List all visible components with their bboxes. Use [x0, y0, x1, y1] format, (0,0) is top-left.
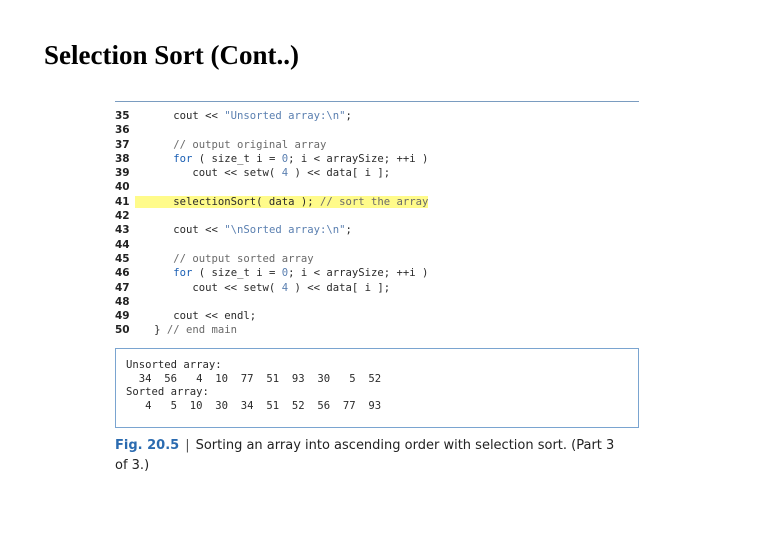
code-text — [135, 224, 352, 236]
code-text — [135, 167, 390, 179]
line-number: 45 — [115, 252, 130, 265]
code-token: } — [135, 324, 167, 337]
code-token: ( size_t i = — [192, 267, 282, 280]
caption-separator: | — [185, 438, 190, 453]
code-line — [115, 266, 639, 280]
slide-title: Selection Sort (Cont..) — [44, 40, 299, 70]
code-line — [115, 195, 639, 209]
code-line — [115, 252, 639, 266]
code-line — [115, 309, 639, 323]
code-token: 4 — [281, 167, 289, 180]
code-token: // end main — [166, 324, 238, 337]
figure-caption — [115, 436, 625, 476]
code-token: "\nSorted array:\n" — [224, 224, 346, 237]
code-token: for — [173, 267, 193, 280]
code-text — [135, 282, 390, 294]
line-number: 36 — [115, 124, 130, 137]
code-token: for — [173, 152, 193, 165]
line-number: 42 — [115, 210, 130, 223]
code-line — [115, 281, 639, 295]
code-line — [115, 295, 639, 309]
code-token: cout << endl; — [135, 310, 257, 323]
caption-text: Sorting an array into ascending order with selection sort. (Part 3 of 3.) — [115, 438, 615, 473]
code-token: ; i < arraySize; ++i ) — [288, 152, 429, 165]
code-token: 4 — [281, 281, 289, 294]
code-text — [135, 139, 326, 151]
line-number: 43 — [115, 224, 130, 237]
output-line: Unsorted array: — [126, 359, 222, 371]
line-number: 38 — [115, 152, 130, 165]
line-number: 39 — [115, 167, 130, 180]
code-token: ; — [345, 224, 352, 237]
code-token: cout << setw( — [135, 167, 282, 180]
line-number: 49 — [115, 310, 130, 323]
code-text — [135, 324, 237, 336]
code-token: // sort the array — [319, 195, 429, 208]
code-token: 0 — [281, 267, 289, 280]
code-text — [135, 267, 428, 279]
code-token: ) << data[ i ]; — [288, 281, 391, 294]
line-number: 40 — [115, 181, 130, 194]
code-line — [115, 123, 639, 137]
line-number: 41 — [115, 195, 130, 208]
code-token: cout << setw( — [135, 281, 282, 294]
code-line — [115, 238, 639, 252]
code-token: ; — [345, 110, 352, 122]
code-token — [135, 267, 173, 279]
highlighted-code — [135, 196, 428, 208]
code-token: ; i < arraySize; ++i ) — [288, 267, 429, 280]
code-line — [115, 209, 639, 223]
code-line — [115, 166, 639, 180]
code-text — [135, 310, 256, 322]
program-output-box — [115, 348, 639, 428]
code-listing — [115, 109, 639, 338]
output-line: 34 56 4 10 77 51 93 30 5 52 — [126, 372, 382, 385]
code-line — [115, 323, 639, 337]
code-line — [115, 180, 639, 194]
code-text — [135, 110, 352, 122]
code-top-rule — [115, 101, 639, 102]
line-number: 37 — [115, 138, 130, 151]
code-token: ) << data[ i ]; — [288, 167, 391, 180]
code-token: 0 — [281, 152, 289, 165]
line-number: 50 — [115, 324, 130, 337]
code-token: selectionSort( data ); — [135, 195, 320, 208]
code-line — [115, 109, 639, 123]
code-token: // output sorted array — [135, 252, 314, 265]
code-text — [135, 253, 314, 265]
line-number: 35 — [115, 110, 130, 122]
code-text — [135, 153, 428, 165]
output-line: 4 5 10 30 34 51 52 56 77 93 — [126, 399, 382, 412]
code-token: ( size_t i = — [192, 152, 282, 165]
output-line: Sorted array: — [126, 386, 209, 398]
code-token — [135, 153, 173, 165]
code-token: cout << — [135, 110, 225, 122]
code-token: cout << — [135, 224, 225, 237]
line-number: 47 — [115, 281, 130, 294]
code-line — [115, 223, 639, 237]
figure-label: Fig. 20.5 — [115, 438, 180, 453]
code-line — [115, 152, 639, 166]
code-line — [115, 138, 639, 152]
code-token: // output original array — [135, 138, 327, 151]
line-number: 48 — [115, 295, 130, 308]
code-token: "Unsorted array:\n" — [224, 110, 346, 122]
line-number: 46 — [115, 267, 130, 280]
line-number: 44 — [115, 238, 130, 251]
